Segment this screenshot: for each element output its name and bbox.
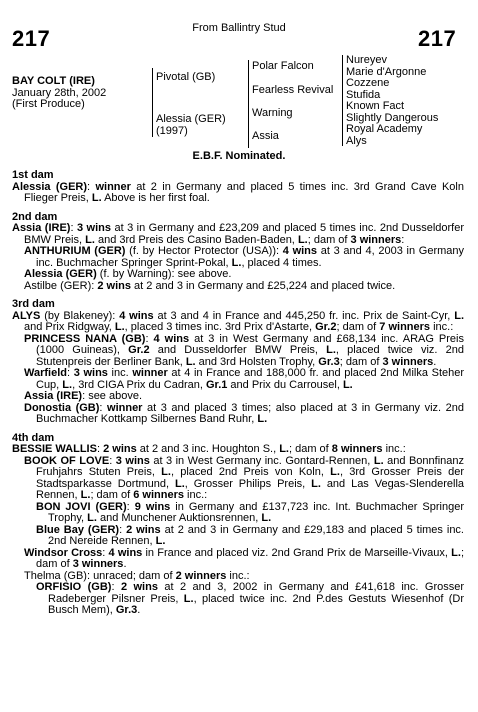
bold-text: Assia (IRE): [12, 222, 71, 234]
entry-text: and Prix Ridgway,: [24, 321, 115, 333]
entry-text: .: [137, 604, 141, 616]
pedigree-dam-sire: Warning: [252, 107, 293, 119]
pedigree-g3-3: Cozzene: [346, 77, 390, 89]
pedigree-g3-4: Stufida: [346, 88, 381, 101]
bold-text: PRINCESS NANA (GB): [24, 332, 146, 345]
entry-text: at 3 and 4 in France and 445,250 fr. inc. Prix de Saint-Cyr,: [153, 309, 455, 322]
produce-note: (First Produce): [12, 98, 85, 110]
entry-text: (f. by Warning): see above.: [96, 268, 232, 280]
entry-text: :: [102, 546, 109, 559]
bold-text: Gr.1: [205, 378, 228, 391]
bold-text: 4 wins: [119, 309, 154, 322]
bold-text: ORFISIO (GB): [36, 581, 112, 593]
entry-text: :: [67, 367, 74, 379]
entry-text: at 4 in France and 188,000 fr. and placed 2nd Milka Steher Cup,: [36, 367, 465, 391]
pedigree-sire: Pivotal (GB): [156, 71, 216, 83]
bold-text: L.: [342, 378, 353, 391]
pedigree-line-2b: [248, 106, 249, 148]
nomination: E.B.F. Nominated.: [192, 150, 286, 162]
bold-text: 2 wins: [120, 581, 158, 593]
pedigree-entry: [12, 223, 464, 246]
bold-text: L.: [91, 192, 102, 204]
pedigree-entry: [24, 281, 464, 293]
entry-text: in Germany and £137,723 inc. Int. Buchmacher Springer Trophy,: [48, 500, 464, 524]
entry-text: .: [433, 355, 437, 368]
horse-details: [12, 76, 106, 111]
bold-text: 4 wins: [153, 332, 190, 345]
entry-text: inc.:: [382, 443, 406, 455]
entry-text: (by Blakeney):: [40, 309, 120, 322]
lot-number: 217: [12, 26, 51, 51]
bold-text: 3 wins: [73, 367, 108, 379]
bold-text: 2 wins: [126, 523, 161, 536]
section-title: 4th dam: [12, 431, 55, 444]
pedigree-entry: [24, 548, 464, 571]
entry-text: at 2 and 3 in Germany and £25,224 and placed twice.: [130, 279, 396, 292]
entry-text: at 2 and 3, 2002 in Germany and £41,618 inc. Grosser Radeberger Pilsner Preis,: [48, 581, 465, 605]
bold-text: L.: [87, 512, 97, 524]
bold-text: 6 winners: [133, 489, 184, 501]
entry-text: , 3rd Grosser Preis der Stadtsparkasse Dortmund,: [36, 466, 465, 490]
entry-text: Above is her first foal.: [101, 192, 210, 204]
bold-text: L.: [373, 454, 384, 467]
bold-text: Warfield: [24, 367, 67, 379]
pedigree-entry: [36, 582, 464, 617]
entry-text: ; dam of: [288, 443, 332, 455]
lot-number-right: 217: [418, 26, 457, 51]
bold-text: 8 winners: [331, 443, 383, 455]
bold-text: Donostia (GB): [24, 401, 100, 414]
entry-text: ; dam of: [90, 489, 134, 501]
produce-record: [12, 170, 464, 617]
entry-text: , placed 3 times inc. 3rd Prix d'Astarte,: [124, 321, 316, 333]
entry-text: (f. by Hector Protector (USA)):: [125, 245, 283, 257]
section-4: [12, 433, 464, 617]
bold-text: BESSIE WALLIS: [12, 443, 97, 455]
entry-text: , 3rd CIGA Prix du Cadran,: [72, 378, 206, 391]
entry-text: at 3 in West Germany and £68,134 inc. ARAG Preis (1000 Guineas),: [36, 332, 464, 356]
entry-text: :: [126, 500, 135, 513]
pedigree-dam-dam: Assia: [252, 130, 279, 142]
pedigree-g3-5: Known Fact: [346, 100, 405, 112]
bold-text: L.: [161, 466, 171, 478]
entry-text: and 3rd Holsten Trophy,: [195, 355, 319, 368]
bold-text: L.: [62, 378, 73, 391]
pedigree-g3-6: Slightly Dangerous: [346, 111, 439, 124]
entry-text: :: [70, 222, 77, 234]
entry-text: Astilbe (GER):: [24, 279, 98, 292]
bold-text: Alessia (GER): [12, 180, 88, 193]
bold-text: 3 wins: [76, 222, 111, 234]
entry-text: inc.:: [226, 569, 250, 582]
bold-text: L.: [454, 309, 464, 322]
pedigree-line-3c: [342, 100, 343, 123]
section-1: [12, 170, 464, 205]
pedigree-g3-7: Royal Academy: [346, 123, 423, 135]
entry-text: :: [109, 454, 116, 467]
bold-text: L.: [155, 535, 166, 547]
entry-text: and 3rd Preis des Casino Baden-Baden,: [94, 233, 298, 246]
pedigree-entry: [12, 182, 464, 205]
bold-text: winner: [132, 367, 168, 379]
bold-text: Assia (IRE): [24, 390, 83, 402]
entry-text: and Prix du Carrousel,: [227, 378, 343, 391]
bold-text: L.: [80, 489, 91, 501]
entry-text: ; dam of: [307, 233, 351, 246]
pedigree-entry: [24, 246, 464, 269]
entry-text: : see above.: [82, 390, 143, 402]
bold-text: L.: [183, 592, 194, 605]
pedigree-line-3d: [342, 123, 343, 146]
pedigree-entry: [24, 368, 464, 391]
horse-name: BAY COLT (IRE): [12, 75, 95, 87]
bold-text: 4 wins: [282, 245, 318, 257]
bold-text: L.: [85, 233, 95, 246]
bold-text: ANTHURIUM (GER): [24, 245, 126, 257]
bold-text: 3 winners: [350, 233, 402, 246]
entry-text: and Las Vegas-Slenderella Rennen,: [36, 477, 465, 501]
entry-text: in France and placed viz. 2nd Grand Prix de Marseille-Vivaux,: [142, 546, 452, 559]
entry-text: , placed twice viz. 2nd Stutenpreis der Berliner Bank,: [36, 344, 464, 368]
bold-text: Gr.2: [315, 321, 337, 333]
pedigree-entry: [24, 456, 464, 502]
entry-text: at 2 in Germany and placed 5 times inc. 3rd Grand Cave Koln Flieger Preis,: [24, 180, 464, 204]
pedigree-dam-year: (1997): [156, 124, 188, 137]
entry-text: at 3 and placed 3 times; also placed at 3 in Germany viz. 2nd Buchmacher Kottkamp Silbernes Band Ruhr,: [36, 401, 464, 425]
entry-text: :: [119, 523, 127, 536]
bold-text: L.: [297, 233, 308, 246]
foaling-date: January 28th, 2002: [12, 86, 107, 99]
pedigree-entry: [24, 334, 464, 369]
entry-text: and Munchener Auktionsrennen,: [96, 512, 262, 524]
bold-text: L.: [279, 443, 289, 455]
pedigree-line-2a: [248, 60, 249, 106]
pedigree-sire-sire: Polar Falcon: [252, 60, 314, 72]
pedigree-dam: Alessia (GER): [156, 113, 226, 125]
bold-text: L.: [114, 321, 125, 333]
entry-text: :: [111, 581, 121, 593]
bold-text: BOOK OF LOVE: [24, 454, 110, 467]
section-2: [12, 212, 464, 293]
bold-text: Gr.3: [318, 355, 340, 368]
bold-text: L.: [311, 477, 321, 490]
pedigree-entry: [24, 403, 464, 426]
section-3: [12, 299, 464, 426]
section-title: 1st dam: [12, 169, 54, 181]
bold-text: 3 winners: [72, 558, 124, 570]
pedigree-sire-dam: Fearless Revival: [252, 84, 334, 96]
bold-text: 9 wins: [134, 500, 171, 513]
bold-text: L.: [231, 256, 242, 269]
bold-text: 4 wins: [108, 546, 143, 559]
entry-text: ; dam of: [336, 321, 380, 333]
entry-text: :: [96, 443, 104, 455]
section-title: 3rd dam: [12, 298, 55, 310]
entry-text: , placed twice inc. 2nd P.des Gestuts Wiesenhof (Dr Busch Mem),: [48, 592, 464, 616]
bold-text: L.: [175, 477, 185, 490]
bold-text: L.: [185, 355, 196, 368]
pedigree-entry: [36, 525, 464, 548]
entry-text: at 2 and 3 inc. Houghton S.,: [136, 443, 280, 455]
bold-text: L.: [326, 344, 336, 356]
entry-text: inc.:: [430, 321, 454, 333]
entry-text: , placed 2nd Preis von Koln,: [170, 466, 331, 478]
entry-text: Thelma (GB): unraced; dam of: [24, 569, 176, 582]
bold-text: Windsor Cross: [24, 546, 103, 559]
entry-text: at 3 and 4, 2003 in Germany inc. Buchmacher Springer Sprint-Pokal,: [36, 245, 465, 269]
bold-text: 3 wins: [115, 454, 150, 467]
bold-text: Gr.2: [128, 344, 150, 356]
bold-text: winner: [95, 180, 131, 193]
pedigree-entry: [12, 311, 464, 334]
bold-text: Blue Bay (GER): [36, 523, 120, 536]
bold-text: 2 winners: [175, 569, 227, 582]
entry-text: , placed 4 times.: [241, 256, 322, 269]
entry-text: at 2 and 3 in Germany and £29,183 and placed 5 times inc. 2nd Nereide Rennen,: [48, 523, 464, 547]
pedigree-g3-1: Nureyev: [346, 54, 387, 66]
section-title: 2nd dam: [12, 210, 58, 223]
bold-text: 2 wins: [97, 279, 131, 292]
consignor: From Ballintry Stud: [192, 22, 286, 34]
pedigree-g3-8: Alys: [346, 134, 367, 147]
entry-text: , Grosser Philips Preis,: [184, 477, 312, 490]
bold-text: 3 winners: [382, 355, 434, 368]
entry-text: ; dam of: [339, 355, 383, 368]
bold-text: winner: [107, 401, 143, 414]
bold-text: L.: [451, 546, 461, 559]
pedigree-entry: [36, 502, 464, 525]
bold-text: Alessia (GER): [24, 268, 97, 280]
entry-text: and Dusseldorfer BMW Preis,: [149, 344, 327, 356]
bold-text: L.: [330, 466, 340, 478]
bold-text: L.: [257, 413, 268, 425]
bold-text: Gr.3: [115, 604, 138, 616]
bold-text: ALYS: [12, 309, 41, 322]
bold-text: 7 winners: [379, 321, 431, 333]
pedigree-line-3a: [342, 55, 343, 77]
entry-text: :: [87, 180, 96, 193]
entry-text: .: [123, 558, 127, 570]
entry-text: at 3 in West Germany inc. Gontard-Rennen,: [149, 454, 374, 467]
bold-text: BON JOVI (GER): [36, 500, 127, 513]
entry-text: :: [99, 401, 108, 414]
entry-text: inc.: [107, 367, 133, 379]
pedigree-line-3b: [342, 77, 343, 100]
entry-text: and Bonnfinanz Fruhjahrs Stuten Preis,: [36, 454, 465, 478]
bold-text: L.: [261, 512, 272, 524]
entry-text: ; dam of: [36, 546, 464, 570]
entry-text: inc.:: [183, 489, 208, 501]
pedigree-line-1: [152, 68, 153, 137]
entry-text: :: [145, 332, 154, 345]
entry-text: :: [401, 233, 405, 246]
pedigree-g3-2: Marie d'Argonne: [346, 65, 427, 78]
entry-text: at 3 in Germany and £23,209 and placed 5 times inc. 2nd Dusseldorfer BMW Preis,: [24, 222, 464, 246]
bold-text: 2 wins: [103, 443, 137, 455]
